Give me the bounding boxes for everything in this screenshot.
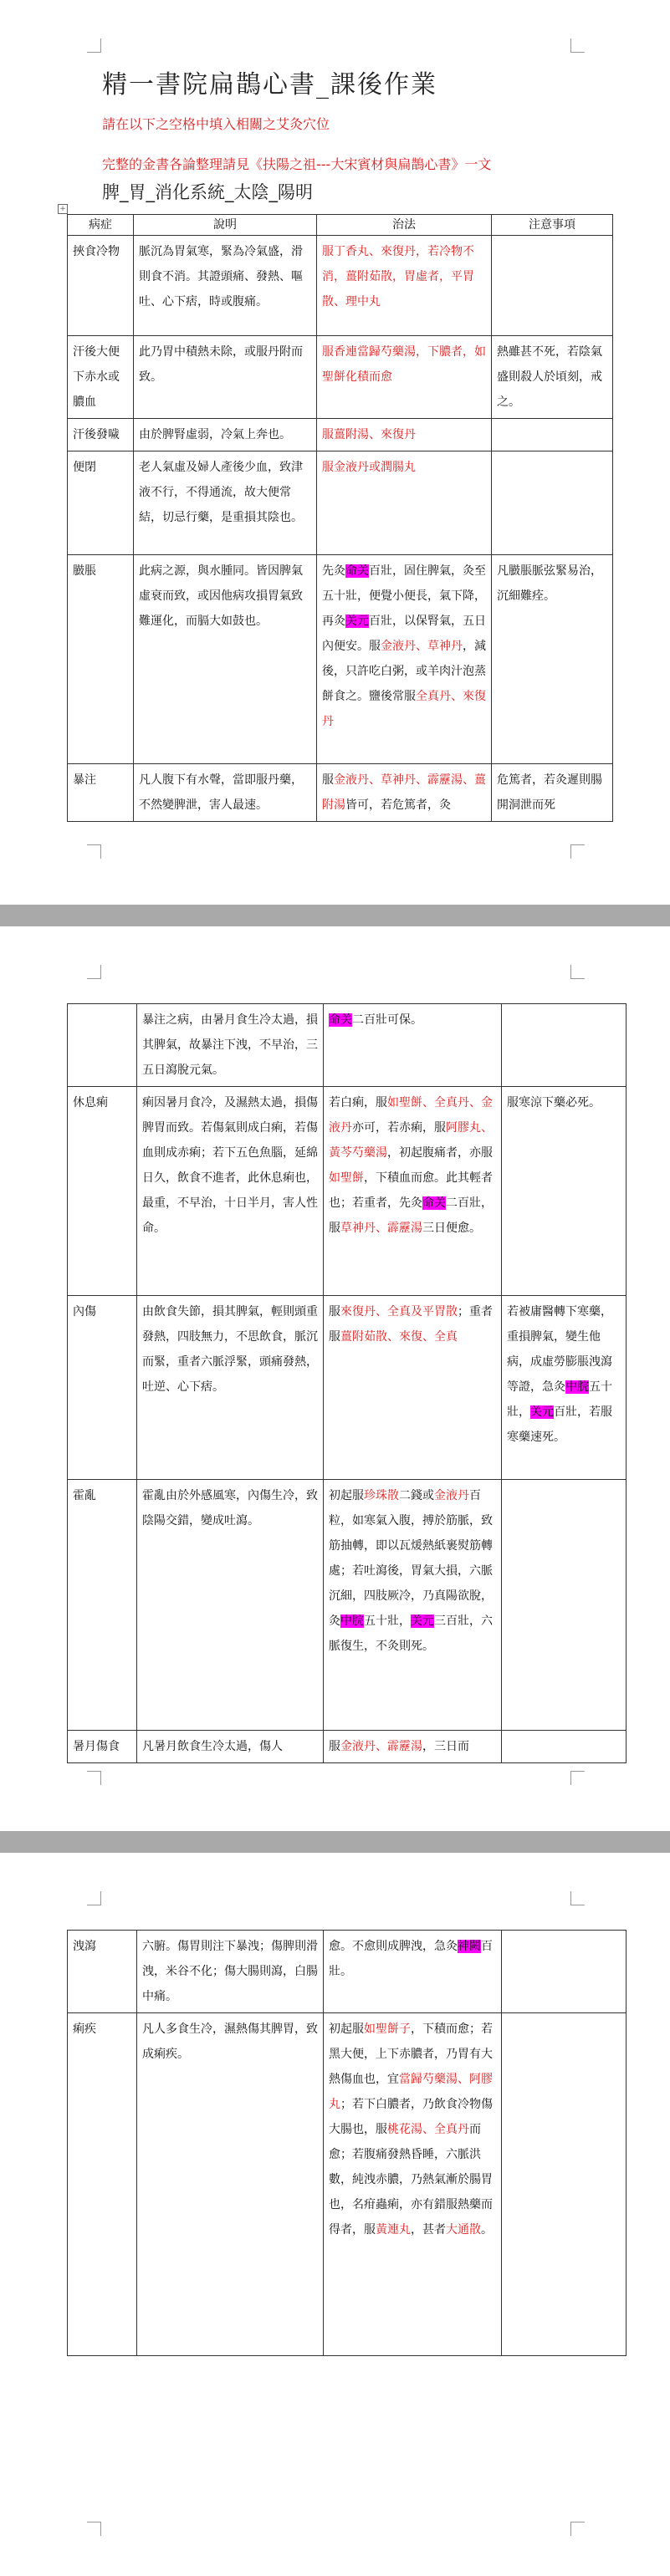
treatment-cell[interactable] xyxy=(324,1296,502,1480)
description-cell[interactable]: 凡人多食生冷，濕熱傷其脾胃，致成痢疾。 xyxy=(137,2013,324,2356)
symptom-cell[interactable]: 休息痢 xyxy=(68,1087,137,1296)
header-cell: 病症 xyxy=(68,215,134,236)
notes-cell[interactable] xyxy=(502,2013,627,2356)
notes-cell[interactable] xyxy=(502,1931,627,2013)
description-cell[interactable]: 脈沉為胃氣寒，緊為冷氣盛，滑則食不消。其證頭痛、發熱、嘔吐、心下痞，時或腹痛。 xyxy=(134,236,317,336)
symptom-cell[interactable]: 暴注 xyxy=(68,764,134,822)
treatment-text: 愈。不愈則成脾洩，急灸 xyxy=(329,1940,458,1953)
symptom-cell[interactable]: 洩瀉 xyxy=(68,1931,137,2013)
medicine-text: 金液丹、草神丹、霹靂湯、薑附湯 xyxy=(322,773,486,812)
acupoint-highlight: 中脘 xyxy=(340,1614,364,1628)
treatment-cell[interactable] xyxy=(324,2013,502,2356)
treatment-text: ，三日而 xyxy=(422,1740,469,1753)
table-row xyxy=(68,555,613,764)
symptom-table-part-3 xyxy=(67,1930,627,2356)
treatment-text: 五十壯， xyxy=(364,1614,411,1628)
acupoint-highlight: 命关 xyxy=(329,1013,352,1027)
treatment-text: 二百壯，服 xyxy=(329,1196,493,1235)
treatment-text: 初起服 xyxy=(329,1489,364,1502)
table-move-handle-icon[interactable]: + xyxy=(58,204,68,214)
header-cell: 說明 xyxy=(134,215,317,236)
description-cell[interactable]: 此乃胃中積熱未除，或服丹附而致。 xyxy=(134,336,317,419)
corner-mark xyxy=(87,2522,101,2536)
treatment-text: 。 xyxy=(481,2223,493,2237)
table-row xyxy=(68,1087,627,1296)
notice-line-1: 請在以下之空格中填入相關之艾灸穴位 xyxy=(102,116,330,132)
table-row xyxy=(68,419,613,451)
page-2 xyxy=(0,926,670,1831)
corner-mark xyxy=(87,844,101,859)
description-cell[interactable]: 此病之源，與水腫同。皆因脾氣虛衰而致，或因他病攻損胃氣致難運化，而膈大如鼓也。 xyxy=(134,555,317,764)
treatment-cell[interactable] xyxy=(324,1931,502,2013)
symptom-cell[interactable]: 汗後發噦 xyxy=(68,419,134,451)
treatment-cell[interactable] xyxy=(317,764,492,822)
notes-cell[interactable]: 危篤者，若灸遲則腸開洞泄而死 xyxy=(492,764,613,822)
acupoint-highlight: 关元 xyxy=(345,615,369,628)
table-row xyxy=(68,451,613,555)
treatment-text: 二錢或 xyxy=(399,1489,434,1502)
symptom-cell[interactable]: 汗後大便下赤水或膿血 xyxy=(68,336,134,419)
medicine-text: 全真丹、來復丹 xyxy=(322,690,486,728)
symptom-cell[interactable]: 臌脹 xyxy=(68,555,134,764)
notes-cell[interactable] xyxy=(502,1296,627,1480)
symptom-table-part-1 xyxy=(67,214,613,822)
corner-mark xyxy=(570,38,585,53)
treatment-cell[interactable] xyxy=(324,1004,502,1087)
medicine-text: 來復丹、全真及平胃散 xyxy=(340,1305,458,1319)
description-cell[interactable]: 暴注之病，由暑月食生冷太過，損其脾氣，故暴注下洩，不早治，三五日瀉脫元氣。 xyxy=(137,1004,324,1087)
treatment-cell[interactable]: 服香連當歸芍藥湯，下膿者，如聖餅化積而愈 xyxy=(317,336,492,419)
notes-cell[interactable] xyxy=(502,1480,627,1731)
medicine-text: 珍珠散 xyxy=(364,1489,399,1502)
page-3 xyxy=(0,1853,670,2576)
description-cell[interactable]: 六腑。傷胃則注下暴洩；傷脾則滑洩，米谷不化；傷大腸則瀉，白腸中痛。 xyxy=(137,1931,324,2013)
symptom-cell[interactable]: 挾食冷物 xyxy=(68,236,134,336)
notes-cell[interactable] xyxy=(502,1004,627,1087)
table-row xyxy=(68,1731,627,1763)
symptom-cell[interactable]: 痢疾 xyxy=(68,2013,137,2356)
treatment-text: 服 xyxy=(329,1740,340,1753)
description-cell[interactable]: 霍亂由於外感風寒，內傷生冷，致陰陽交錯，變成吐瀉。 xyxy=(137,1480,324,1731)
page-title: 精一書院扁鵲心書_課後作業 xyxy=(102,70,437,99)
medicine-text: 如聖餅子 xyxy=(364,2023,411,2036)
header-cell: 注意事項 xyxy=(492,215,613,236)
treatment-text: 百壯，固住脾氣，灸至五十壯，便覺小便長，氣下降，再灸 xyxy=(322,564,486,628)
medicine-text: 薑附茹散、來復、全真 xyxy=(340,1330,458,1344)
corner-mark xyxy=(87,38,101,53)
treatment-text: 二百壯可保。 xyxy=(352,1013,422,1027)
medicine-text: 金液丹、霹靂湯 xyxy=(340,1740,422,1753)
treatment-cell[interactable] xyxy=(324,1480,502,1731)
table-row xyxy=(68,1480,627,1731)
treatment-text: 百壯。 xyxy=(329,1940,493,1978)
treatment-text: ，下積血而愈。此其輕者也；若重者，先灸 xyxy=(329,1171,493,1210)
table-row xyxy=(68,236,613,336)
notice-line-2: 完整的金書各論整理請見《扶陽之祖---大宋賓材與扁鵲心書》一文 xyxy=(102,156,492,172)
treatment-text: 百粒，如寒氣入腹，搏於筋脈，致筋抽轉，即以瓦煖熱紙裹熨筋轉處；若吐瀉後，胃氣大損，六脈沉細，四肢厥冷，乃真陽欲脫，灸 xyxy=(329,1489,493,1628)
treatment-text: 服 xyxy=(322,773,334,787)
treatment-text: ；重者服 xyxy=(329,1305,493,1344)
treatment-text: 亦可，若赤痢，服 xyxy=(352,1121,446,1135)
treatment-cell[interactable]: 服薑附湯、來復丹 xyxy=(317,419,492,451)
acupoint-highlight: 命关 xyxy=(345,564,369,578)
corner-mark xyxy=(570,844,585,859)
medicine-text: 阿膠丸、黃芩芍藥湯 xyxy=(329,1121,493,1160)
treatment-text: 服 xyxy=(329,1305,340,1319)
treatment-text: 百壯，以保腎氣，五日內便安。服 xyxy=(322,615,486,653)
page-1 xyxy=(0,0,670,905)
medicine-text: 金液丹、草神丹 xyxy=(381,640,463,653)
notes-cell[interactable] xyxy=(492,451,613,555)
notes-cell[interactable] xyxy=(492,236,613,336)
symptom-cell[interactable]: 暑月傷食 xyxy=(68,1731,137,1763)
acupoint-highlight: 中脘 xyxy=(565,1380,589,1394)
medicine-text: 當歸芍藥湯、阿膠丸 xyxy=(329,2073,493,2111)
medicine-text: 如聖餅、全真丹、金液丹 xyxy=(329,1096,493,1135)
treatment-text: ；若下白膿者，乃飲食冷物傷大腸也，服 xyxy=(329,2098,493,2136)
table-row xyxy=(68,1296,627,1480)
description-cell[interactable]: 由飲食失節，損其脾氣，輕則頭重發熱，四肢無力，不思飲食，脈沉而緊，重者六脈浮緊，頭痛發熱，吐逆、心下痞。 xyxy=(137,1296,324,1480)
table-row xyxy=(68,764,613,822)
symptom-cell[interactable]: 便閉 xyxy=(68,451,134,555)
corner-mark xyxy=(87,1771,101,1785)
treatment-cell[interactable]: 服金液丹或潤腸丸 xyxy=(317,451,492,555)
description-cell[interactable]: 凡暑月飲食生冷太過，傷人 xyxy=(137,1731,324,1763)
medicine-text: 大通散 xyxy=(446,2223,481,2237)
notes-cell[interactable] xyxy=(502,1731,627,1763)
corner-mark xyxy=(570,965,585,979)
section-heading: 脾_胃_消化系統_太陰_陽明 xyxy=(102,182,313,202)
description-cell[interactable]: 由於脾腎虛弱，冷氣上奔也。 xyxy=(134,419,317,451)
notes-cell[interactable]: 熱雖甚不死，若陰氣盛則殺人於頃刻，戒之。 xyxy=(492,336,613,419)
notes-cell[interactable] xyxy=(492,419,613,451)
treatment-text: ，甚者 xyxy=(411,2223,446,2237)
treatment-cell[interactable] xyxy=(324,1731,502,1763)
medicine-text: 桃花湯、全真丹 xyxy=(387,2123,469,2136)
notes-cell[interactable]: 凡臌脹脈弦緊易治，沉細難痊。 xyxy=(492,555,613,764)
acupoint-highlight: 关元 xyxy=(530,1405,554,1419)
symptom-table-part-2 xyxy=(67,1003,627,1763)
header-cell: 治法 xyxy=(317,215,492,236)
table-row xyxy=(68,336,613,419)
treatment-cell[interactable] xyxy=(324,1087,502,1296)
note-text: 若被庸醫轉下寒藥，重損脾氣，變生他病，成虛勞膨脹洩瀉等證，急灸 xyxy=(507,1305,612,1394)
table-row xyxy=(68,2013,627,2356)
symptom-cell[interactable]: 內傷 xyxy=(68,1296,137,1480)
medicine-text: 金液丹 xyxy=(434,1489,469,1502)
table-row xyxy=(68,1931,627,2013)
treatment-cell[interactable]: 服丁香丸、來復丹，若冷物不消，薑附茹散，胃虛者，平胃散、理中丸 xyxy=(317,236,492,336)
treatment-text: 先灸 xyxy=(322,564,345,578)
corner-mark xyxy=(570,1891,585,1905)
treatment-cell[interactable] xyxy=(317,555,492,764)
corner-mark xyxy=(570,1771,585,1785)
table-row xyxy=(68,1004,627,1087)
acupoint-highlight: 关元 xyxy=(411,1614,434,1628)
note-text: 百壯，若服寒藥速死。 xyxy=(507,1405,612,1444)
description-cell[interactable]: 老人氣虛及婦人產後少血，致津液不行，不得通流，故大便常結，切忌行藥，是重損其陰也。 xyxy=(134,451,317,555)
treatment-text: ，下積而愈；若黑大便，上下赤膿者，乃胃有大熱傷血也，宜 xyxy=(329,2023,493,2086)
table-header-row xyxy=(68,215,613,236)
acupoint-highlight: 命关 xyxy=(422,1196,446,1210)
treatment-text: 而愈；若腹痛發熱昏睡，六脈洪數，純洩赤膿，乃熱氣漸於腸胃也，名疳蟲痢，亦有錯服熱藥而得者，服 xyxy=(329,2123,493,2237)
treatment-text: 三百壯，六脈復生，不灸則死。 xyxy=(329,1614,493,1653)
treatment-text: 初起服 xyxy=(329,2023,364,2036)
corner-mark xyxy=(570,2522,585,2536)
treatment-text: ，初起腹痛者，亦服 xyxy=(387,1146,493,1160)
treatment-text: 皆可，若危篤者，灸 xyxy=(345,798,451,812)
corner-mark xyxy=(87,1891,101,1905)
treatment-text: 三日便愈。 xyxy=(422,1222,481,1235)
treatment-text: ，減後，只許吃白粥，或羊肉汁泡蒸餅食之。鹽後常服 xyxy=(322,640,486,703)
acupoint-highlight: 神闕 xyxy=(458,1940,481,1953)
treatment-text: 若白痢，服 xyxy=(329,1096,387,1109)
description-cell[interactable]: 痢因暑月食冷，及濕熱太過，損傷脾胃而致。若傷氣則成白痢，若傷血則成赤痢；若下五色魚腦，延綿日久，飲食不進者，此休息痢也，最重，不早治，十日半月，害人性命。 xyxy=(137,1087,324,1296)
note-text: 五十壯， xyxy=(507,1380,612,1419)
description-cell[interactable]: 凡人腹下有水聲，當即服丹藥，不然變脾泄，害人最速。 xyxy=(134,764,317,822)
medicine-text: 如聖餅 xyxy=(329,1171,364,1185)
symptom-cell[interactable]: 霍亂 xyxy=(68,1480,137,1731)
corner-mark xyxy=(87,965,101,979)
medicine-text: 黃連丸 xyxy=(376,2223,411,2237)
notes-cell[interactable]: 服寒涼下藥必死。 xyxy=(502,1087,627,1296)
symptom-cell[interactable] xyxy=(68,1004,137,1087)
medicine-text: 草神丹、霹靂湯 xyxy=(340,1222,422,1235)
